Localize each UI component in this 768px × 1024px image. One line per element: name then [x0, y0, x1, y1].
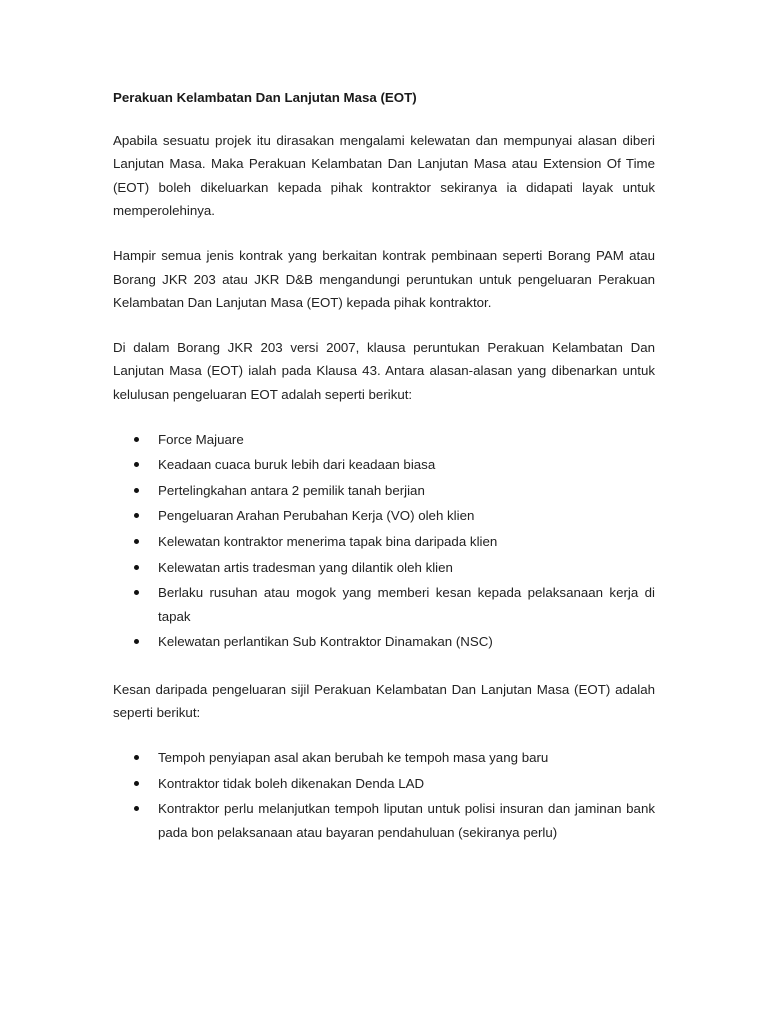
- list-item-text: Kelewatan artis tradesman yang dilantik oleh klien: [158, 559, 453, 575]
- bullet-icon: [134, 539, 139, 544]
- list-item: [113, 504, 655, 528]
- bullet-icon: [134, 781, 139, 786]
- bullet-icon: [134, 437, 139, 442]
- list-item-text: Force Majuare: [158, 431, 244, 447]
- list-item: [113, 772, 655, 796]
- bullet-icon: [134, 806, 139, 811]
- list-item-text: Tempoh penyiapan asal akan berubah ke tempoh masa yang baru: [158, 750, 549, 766]
- list-item: [113, 630, 655, 654]
- list-item: [113, 581, 655, 628]
- list-item: [113, 746, 655, 770]
- list-item: [113, 428, 655, 452]
- bullet-icon: [134, 755, 139, 760]
- bullet-icon: [134, 639, 139, 644]
- list-item-text: Kelewatan kontraktor menerima tapak bina daripada klien: [158, 533, 498, 549]
- list-item-text: Kontraktor tidak boleh dikenakan Denda LAD: [158, 775, 425, 791]
- list-item: [113, 797, 655, 844]
- list-item-text: Pertelingkahan antara 2 pemilik tanah berjian: [158, 482, 425, 498]
- document-title: Perakuan Kelambatan Dan Lanjutan Masa (EOT): [113, 90, 417, 105]
- document-page: [113, 86, 655, 865]
- bullet-icon: [134, 462, 139, 467]
- list-item: [113, 479, 655, 503]
- reasons-list: [113, 428, 655, 654]
- paragraph-intro: Apabila sesuatu projek itu dirasakan mengalami kelewatan dan mempunyai alasan diberi Lanjutan Masa. Maka Perakuan Kelambatan Dan Lanjutan Masa atau Extension Of Time (EOT) boleh dikeluarkan kepada pihak kontraktor sekiranya ia didapati layak untuk memperolehinya.: [113, 132, 655, 219]
- list-item-text: Kontraktor perlu melanjutkan tempoh liputan untuk polisi insuran dan jaminan bank pada bon pelaksanaan atau bayaran pendahuluan (sekiranya perlu): [158, 801, 655, 840]
- list-item: [113, 530, 655, 554]
- list-item-text: Kelewatan perlantikan Sub Kontraktor Dinamakan (NSC): [158, 634, 493, 650]
- bullet-icon: [134, 590, 139, 595]
- bullet-icon: [134, 488, 139, 493]
- paragraph-effects: Kesan daripada pengeluaran sijil Perakuan Kelambatan Dan Lanjutan Masa (EOT) adalah seperti berikut:: [113, 681, 655, 721]
- list-item-text: Berlaku rusuhan atau mogok yang memberi kesan kepada pelaksanaan kerja di tapak: [158, 585, 655, 624]
- paragraph-contracts: Hampir semua jenis kontrak yang berkaitan kontrak pembinaan seperti Borang PAM atau Borang JKR 203 atau JKR D&B mengandungi peruntukan untuk pengeluaran Perakuan Kelambatan Dan Lanjutan Masa (EOT) kepada pihak kontraktor.: [113, 247, 655, 311]
- list-item-text: Pengeluaran Arahan Perubahan Kerja (VO) oleh klien: [158, 508, 475, 524]
- list-item: [113, 556, 655, 580]
- bullet-icon: [134, 565, 139, 570]
- effects-list: [113, 746, 655, 844]
- paragraph-clause: Di dalam Borang JKR 203 versi 2007, klausa peruntukan Perakuan Kelambatan Dan Lanjutan Masa (EOT) ialah pada Klausa 43. Antara alasan-alasan yang dibenarkan untuk kelulusan pengeluaran EOT adalah seperti berikut:: [113, 339, 655, 402]
- list-item: [113, 453, 655, 477]
- bullet-icon: [134, 513, 139, 518]
- list-item-text: Keadaan cuaca buruk lebih dari keadaan biasa: [158, 457, 436, 473]
